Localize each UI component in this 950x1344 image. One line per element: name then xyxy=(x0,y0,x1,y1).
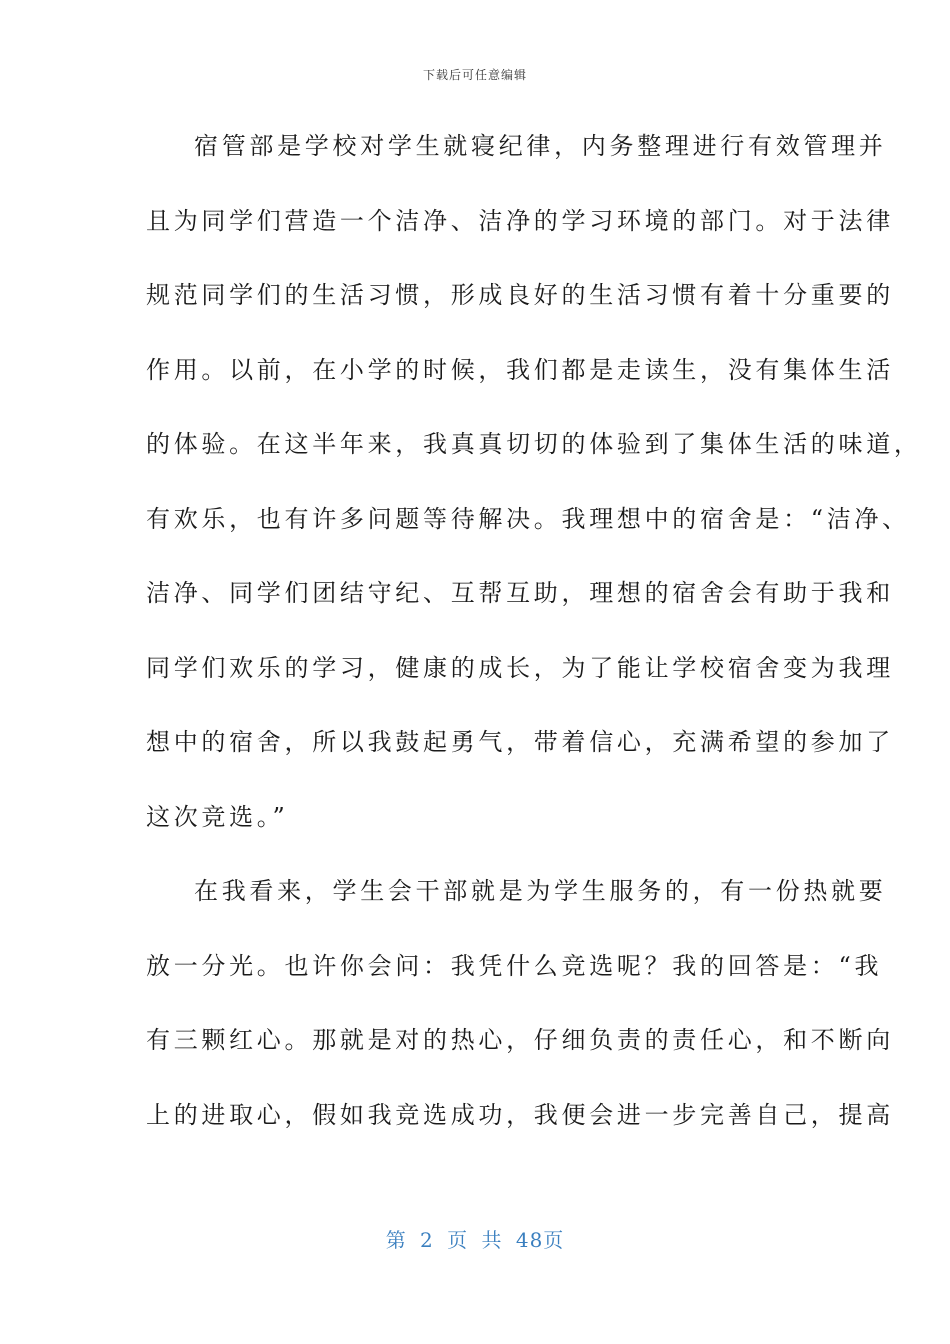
page-number-footer: 第 2 页 共 48页 xyxy=(385,1228,565,1252)
text-line: 放一分光。也许你会问：我凭什么竞选呢？我的回答是：“我 xyxy=(146,951,883,980)
text-line: 这次竞选。” xyxy=(146,802,289,831)
text-line: 想中的宿舍，所以我鼓起勇气，带着信心，充满希望的参加了 xyxy=(146,728,894,756)
text-line: 上的进取心，假如我竞选成功，我便会进一步完善自己，提高 xyxy=(146,1100,894,1129)
text-line: 宿管部是学校对学生就寝纪律，内务整理进行有效管理并 xyxy=(194,132,887,160)
text-line: 同学们欢乐的学习，健康的成长，为了能让学校宿舍变为我理 xyxy=(146,653,894,682)
page-header: 下载后可任意编辑 xyxy=(422,68,527,82)
text-line: 在我看来，学生会干部就是为学生服务的，有一份热就要 xyxy=(194,877,887,905)
text-line: 且为同学们营造一个洁净、洁净的学习环境的部门。对于法律 xyxy=(146,206,894,235)
text-line: 的体验。在这半年来，我真真切切的体验到了集体生活的味道， xyxy=(146,430,922,458)
text-line: 洁净、同学们团结守纪、互帮互助，理想的宿舍会有助于我和 xyxy=(146,579,894,607)
paragraph xyxy=(146,866,894,1164)
paragraph xyxy=(146,121,922,866)
text-line: 作用。以前，在小学的时候，我们都是走读生，没有集体生活 xyxy=(146,355,894,384)
text-line: 有欢乐，也有许多问题等待解决。我理想中的宿舍是：“洁净、 xyxy=(146,504,910,533)
document-body xyxy=(146,121,922,1164)
text-line: 有三颗红心。那就是对的热心，仔细负责的责任心，和不断向 xyxy=(146,1026,894,1054)
text-line: 规范同学们的生活习惯，形成良好的生活习惯有着十分重要的 xyxy=(146,281,894,309)
